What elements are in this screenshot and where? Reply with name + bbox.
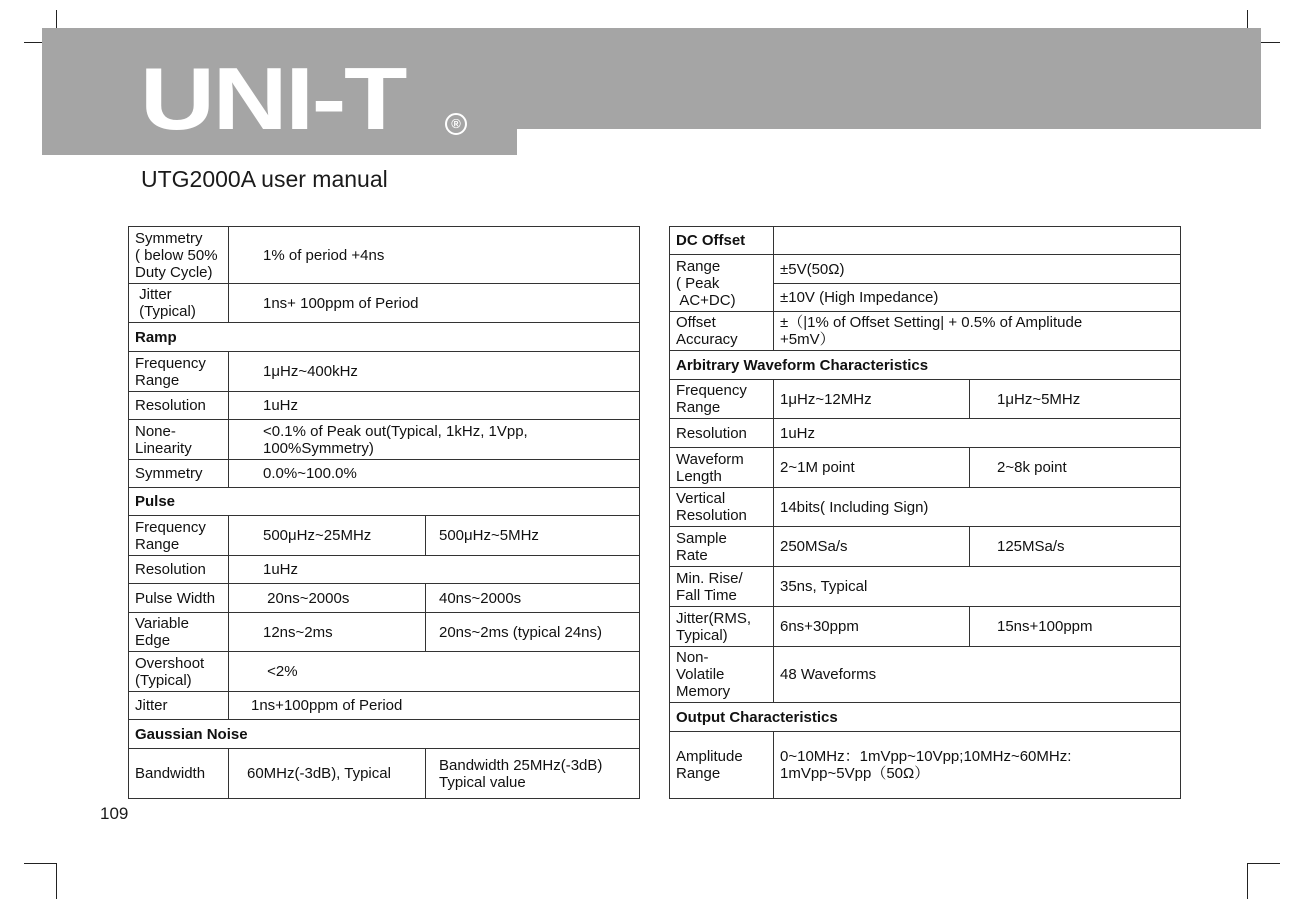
spec-label: Bandwidth [129, 749, 229, 799]
spec-value: 2~8k point [970, 448, 1181, 488]
table-row [129, 352, 640, 392]
table-row [670, 227, 1181, 255]
spec-label: None- Linearity [129, 420, 229, 460]
spec-label: Pulse Width [129, 584, 229, 613]
table-row [129, 460, 640, 488]
spec-label: Vertical Resolution [670, 488, 774, 527]
spec-value: 1ns+ 100ppm of Period [229, 284, 640, 323]
spec-label: Frequency Range [670, 380, 774, 419]
table-row [129, 420, 640, 460]
spec-value: 1μHz~400kHz [229, 352, 640, 392]
spec-label: Frequency Range [129, 352, 229, 392]
spec-value: 1μHz~5MHz [970, 380, 1181, 419]
spec-value: 1uHz [229, 392, 640, 420]
table-row [129, 720, 640, 749]
table-row [129, 227, 640, 284]
crop-mark [1247, 863, 1248, 899]
section-heading-gaussian-noise: Gaussian Noise [129, 720, 640, 749]
table-row [670, 380, 1181, 419]
spec-value: Bandwidth 25MHz(-3dB) Typical value [426, 749, 640, 799]
spec-label: Waveform Length [670, 448, 774, 488]
spec-value: 48 Waveforms [774, 647, 1181, 703]
spec-value: 1ns+100ppm of Period [229, 692, 640, 720]
table-row [129, 749, 640, 799]
spec-label: Min. Rise/ Fall Time [670, 567, 774, 607]
spec-label: Jitter (Typical) [129, 284, 229, 323]
section-heading-pulse: Pulse [129, 488, 640, 516]
table-row [129, 488, 640, 516]
spec-value: 1μHz~12MHz [774, 380, 970, 419]
spec-value: 60MHz(-3dB), Typical [229, 749, 426, 799]
spec-label: Jitter(RMS, Typical) [670, 607, 774, 647]
spec-label: Sample Rate [670, 527, 774, 567]
spec-label: Symmetry ( below 50% Duty Cycle) [129, 227, 229, 284]
spec-value: 1% of period +4ns [229, 227, 640, 284]
spec-value: 20ns~2ms (typical 24ns) [426, 613, 640, 652]
table-row [129, 516, 640, 556]
spec-label: Resolution [670, 419, 774, 448]
spec-value: 40ns~2000s [426, 584, 640, 613]
spec-value: 15ns+100ppm [970, 607, 1181, 647]
crop-mark [1247, 863, 1280, 864]
spec-value: <2% [229, 652, 640, 692]
spec-value: 20ns~2000s [229, 584, 426, 613]
brand-logo [140, 49, 470, 148]
spec-table-right [669, 226, 1181, 799]
table-row [670, 607, 1181, 647]
spec-value: 250MSa/s [774, 527, 970, 567]
spec-label: Range ( Peak AC+DC) [670, 255, 774, 312]
spec-value: 6ns+30ppm [774, 607, 970, 647]
table-row [670, 732, 1181, 799]
spec-label: Variable Edge [129, 613, 229, 652]
crop-mark [24, 863, 57, 864]
spec-value: ±（|1% of Offset Setting| + 0.5% of Amplitude +5mV） [774, 312, 1181, 351]
table-row [129, 556, 640, 584]
table-row [129, 613, 640, 652]
section-heading-arbitrary-waveform: Arbitrary Waveform Characteristics [670, 351, 1181, 380]
table-row [129, 584, 640, 613]
brand-logo-text: UNI-T [140, 49, 406, 148]
spec-value: <0.1% of Peak out(Typical, 1kHz, 1Vpp, 100%Symmetry) [229, 420, 640, 460]
spec-value: 14bits( Including Sign) [774, 488, 1181, 527]
empty-cell [774, 227, 1181, 255]
table-row [129, 392, 640, 420]
spec-label: Amplitude Range [670, 732, 774, 799]
table-row [670, 419, 1181, 448]
spec-value: 35ns, Typical [774, 567, 1181, 607]
table-row [670, 448, 1181, 488]
spec-label: Offset Accuracy [670, 312, 774, 351]
spec-label: Resolution [129, 392, 229, 420]
section-heading-ramp: Ramp [129, 323, 640, 352]
spec-value: 0~10MHz：1mVpp~10Vpp;10MHz~60MHz: 1mVpp~5Vpp（50Ω） [774, 732, 1181, 799]
spec-value: 12ns~2ms [229, 613, 426, 652]
table-row [670, 647, 1181, 703]
spec-label: Resolution [129, 556, 229, 584]
spec-value: 2~1M point [774, 448, 970, 488]
table-row [670, 527, 1181, 567]
spec-label: Jitter [129, 692, 229, 720]
table-row [670, 703, 1181, 732]
table-row [129, 323, 640, 352]
table-row [129, 652, 640, 692]
document-title: UTG2000A user manual [141, 166, 388, 192]
registered-mark: ® [445, 113, 467, 135]
section-heading-output: Output Characteristics [670, 703, 1181, 732]
table-row [670, 488, 1181, 527]
spec-value: ±10V (High Impedance) [774, 284, 1181, 312]
header-banner-strip [517, 28, 1261, 129]
spec-label: Frequency Range [129, 516, 229, 556]
table-row [670, 255, 1181, 284]
spec-value: 1uHz [774, 419, 1181, 448]
section-heading-dc-offset: DC Offset [670, 227, 774, 255]
spec-label: Overshoot (Typical) [129, 652, 229, 692]
spec-table-left [128, 226, 640, 799]
table-row [670, 567, 1181, 607]
spec-value: 0.0%~100.0% [229, 460, 640, 488]
table-row [129, 692, 640, 720]
table-row [129, 284, 640, 323]
table-row [670, 312, 1181, 351]
spec-label: Non- Volatile Memory [670, 647, 774, 703]
crop-mark [56, 863, 57, 899]
spec-value: 500μHz~25MHz [229, 516, 426, 556]
spec-value: ±5V(50Ω) [774, 255, 1181, 284]
spec-value: 1uHz [229, 556, 640, 584]
spec-label: Symmetry [129, 460, 229, 488]
table-row [670, 351, 1181, 380]
page-number: 109 [100, 804, 129, 823]
spec-value: 125MSa/s [970, 527, 1181, 567]
spec-value: 500μHz~5MHz [426, 516, 640, 556]
